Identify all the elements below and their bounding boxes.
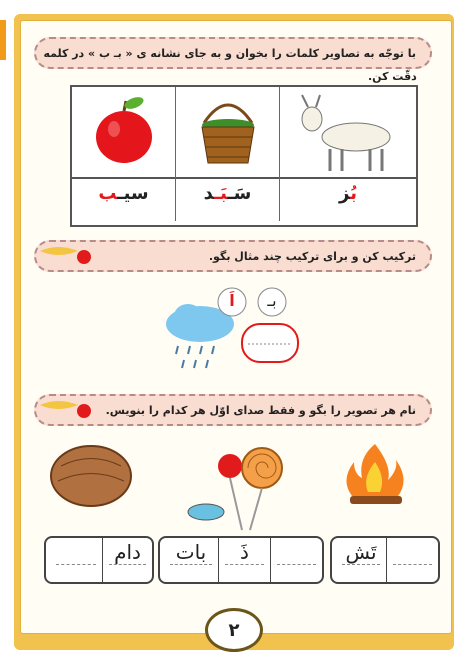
instruction-3-text: نام هر تصویر را بگو و فقط صدای اوّل هر کدام را بنویس. [105,403,416,417]
instruction-2-text: ترکیب کن و برای ترکیب چند مثال بگو. [208,249,416,263]
fire-image [340,440,410,510]
instruction-banner-1 [34,37,432,69]
answer-box-fire [330,536,440,584]
answer-box-candy [158,536,324,584]
almond-image [46,436,136,516]
candy-image [182,440,292,534]
word-goat: بُز [339,183,357,204]
candy-start-text: ذَ [240,540,249,564]
instruction-1-text-continued: دقّت کن. [368,70,417,83]
word-apple: سیـب [98,183,149,204]
answer-cell-candy-end [164,538,218,582]
picture-word-table [70,85,418,227]
answer-box-almond [44,536,154,584]
apple-image [72,87,176,177]
letter-bubble: بـ [267,291,277,310]
instruction-1-text: با توجّه به تصاویر کلمات را بخوان و به جای نشانه ی « بـ ب » در کلمه [43,46,416,60]
basket-cell [176,87,280,221]
answer-cell-candy-blank[interactable] [270,538,322,582]
apple-ornament-icon [38,243,94,267]
orange-tab [0,20,6,60]
candy-end-text: بات [175,540,207,564]
almond-word-text: دام [114,540,141,564]
word-basket: سَـبَـد [203,183,252,204]
answer-cell-almond-word [102,538,152,582]
answer-cell-fire-word [336,538,386,582]
answer-cell-fire-blank[interactable] [386,538,438,582]
basket-image [176,87,280,177]
goat-image [280,87,416,177]
apple-ornament-icon-2 [38,397,94,421]
answer-cell-almond-blank[interactable] [50,538,102,582]
apple-cell [72,87,176,221]
goat-cell [280,87,416,221]
fire-word-text: تَش [345,540,377,564]
answer-cell-candy-start [218,538,270,582]
page-number: ۲ [205,608,263,652]
vowel-bubble: اَ [229,291,235,310]
